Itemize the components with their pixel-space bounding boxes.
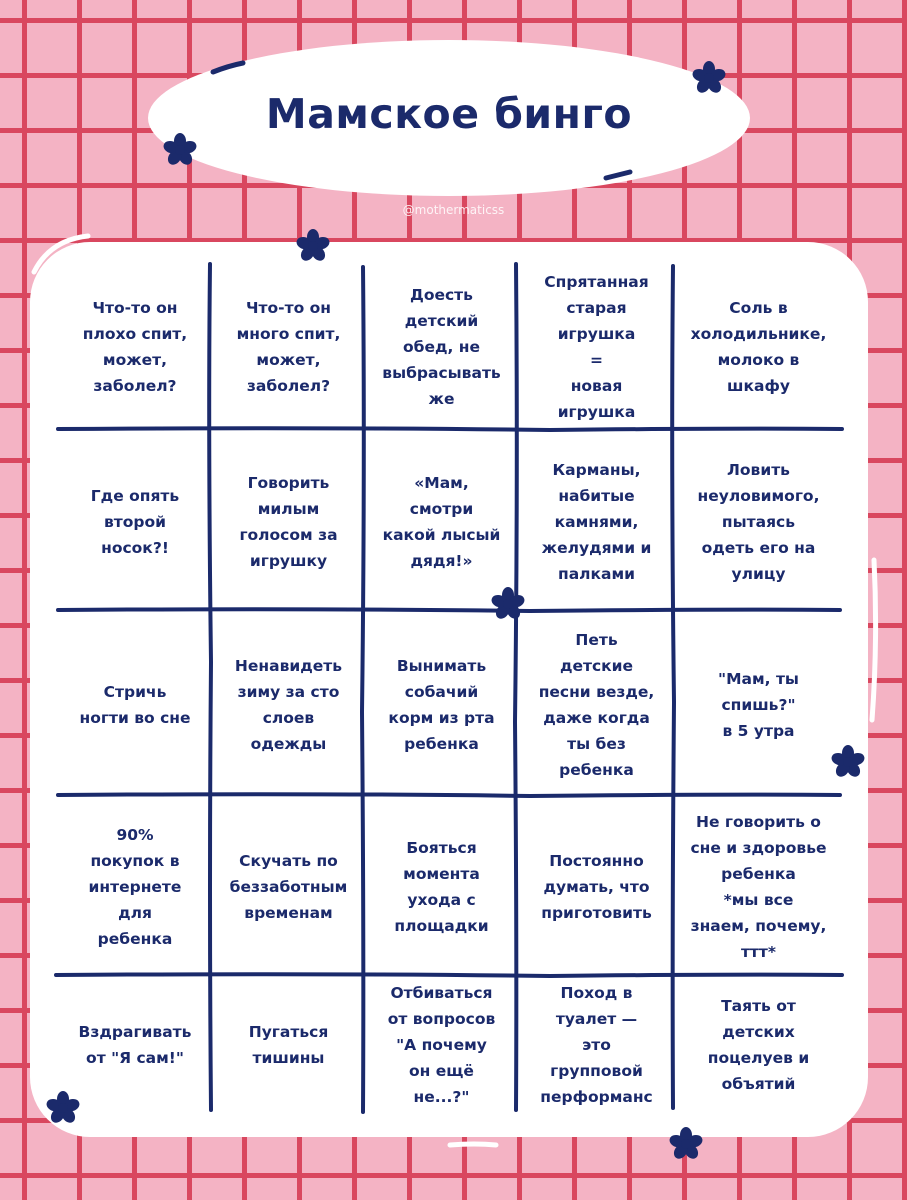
author-watermark: @mothermaticss (402, 203, 505, 217)
flower-icon (691, 61, 727, 95)
bingo-cell: Вынимать собачий корм из рта ребенка (388, 656, 495, 753)
bingo-cell: Пугаться тишины (248, 1022, 329, 1067)
flower-icon (830, 745, 866, 779)
bingo-cell: Петь детские песни везде, даже когда ты без ребенка (538, 630, 655, 779)
bingo-cell: 90% покупок в интернете для ребенка (88, 826, 182, 948)
bingo-cell: Скучать по беззаботным временам (229, 852, 348, 922)
bingo-cell: Поход в туалет — это групповой перформанс (540, 983, 653, 1106)
bingo-cell: Бояться момента ухода с площадки (394, 839, 489, 935)
bingo-cell: Карманы, набитые камнями, желудями и палками (541, 460, 652, 583)
bingo-cell: Ненавидеть зиму за сто слоев одежды (234, 656, 343, 753)
bingo-cell: Спрятанная старая игрушка = новая игрушка (544, 272, 649, 421)
page-title: Мамское бинго (265, 90, 633, 138)
flower-icon (162, 133, 198, 167)
bingo-cell: Говорить милым голосом за игрушку (239, 473, 338, 570)
bingo-cell: Стричь ногти во сне (79, 682, 191, 727)
bingo-cell: Соль в холодильнике, молоко в шкафу (690, 298, 827, 395)
bingo-cell: Что-то он много спит, может, заболел? (236, 298, 341, 395)
flower-icon (668, 1127, 704, 1161)
bingo-cell: Что-то он плохо спит, может, заболел? (82, 298, 188, 395)
bingo-cell: Таять от детских поцелуев и объятий (707, 996, 810, 1093)
bingo-cell: Где опять второй носок?! (90, 486, 180, 557)
bingo-cell: «Мам, смотри какой лысый дядя!» (382, 473, 501, 570)
bingo-cell: Ловить неуловимого, пытаясь одеть его на улицу (697, 460, 820, 583)
bingo-cell: Вздрагивать от "Я сам!" (78, 1022, 192, 1067)
bingo-cell: Не говорить о сне и здоровье ребенка *мы все знаем, почему, ттт* (690, 813, 827, 961)
flower-icon (45, 1091, 81, 1125)
bingo-cell: Постоянно думать, что приготовить (541, 852, 652, 922)
flower-icon (295, 229, 331, 263)
bingo-cell: "Мам, ты спишь?" в 5 утра (718, 669, 799, 740)
bingo-cell: Доесть детский обед, не выбрасывать же (382, 285, 501, 408)
flower-icon (490, 587, 526, 621)
bingo-cell: Отбиваться от вопросов "А почему он ещё не...?" (387, 983, 496, 1106)
